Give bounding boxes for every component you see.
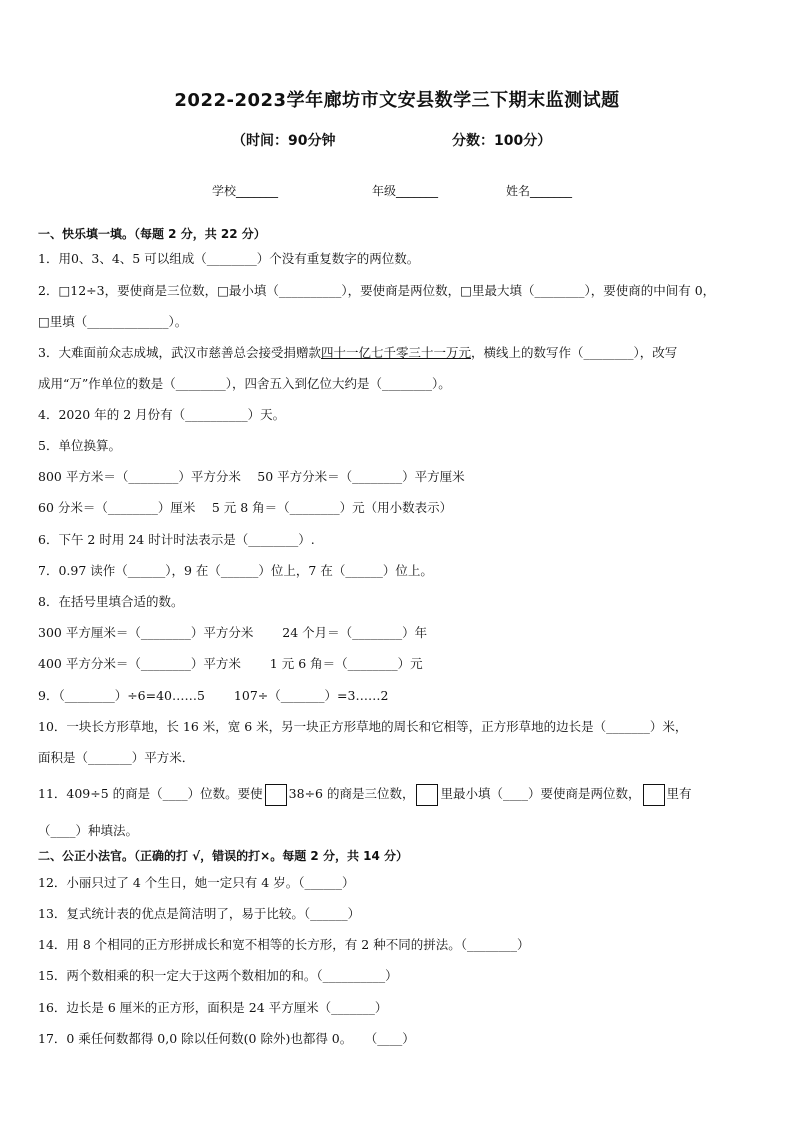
question-11-line-1 [38,783,692,806]
exam-meta [0,130,794,150]
blank-box[interactable] [265,784,287,806]
total-score: 分数：100分） [452,133,552,149]
question-11-part-4: 里有 [666,786,692,801]
question-11-part-3: 里最小填（____）要使商是两位数， [440,786,641,801]
question-16: 16．边长是 6 厘米的正方形，面积是 24 平方厘米（_______） [38,1000,388,1015]
grade-field[interactable]: 年级_______ [372,184,439,198]
question-14: 14．用 8 个相同的正方形拼成长和宽不相等的长方形，有 2 种不同的拼法。（________） [38,937,530,952]
blank-box[interactable] [416,784,438,806]
question-13: 13．复式统计表的优点是简洁明了，易于比较。（______） [38,906,361,921]
question-3-line-1 [38,344,677,362]
question-8a: 300 平方厘米＝（________）平方分米 24 个月＝（________）年 [38,625,428,640]
question-11-part-2: 38÷6 的商是三位数， [288,786,415,801]
question-7: 7．0.97 读作（______），9 在（______）位上，7 在（______）位上。 [38,563,433,578]
time-limit: （时间：90分钟 [232,133,336,149]
question-3-text-end: ，横线上的数写作（________），改写 [470,345,678,360]
question-3-text: 3．大难面前众志成城，武汉市慈善总会接受捐赠款 [38,345,321,360]
question-9: 9．（________）÷6=40……5 107÷（_______）=3……2 [38,688,389,703]
question-12: 12．小丽只过了 4 个生日，她一定只有 4 岁。（______） [38,875,355,890]
question-5a: 800 平方米＝（________）平方分米 50 平方分米＝（________）平方厘米 [38,469,465,484]
question-2-line-2: □里填（_____________）。 [38,314,188,329]
page-title: 2022-2023学年廊坊市文安县数学三下期末监测试题 [174,90,620,111]
question-3-line-2: 成用“万”作单位的数是（________），四舍五入到亿位大约是（________）。 [38,376,451,391]
question-5b: 60 分米＝（________）厘米 5 元 8 角＝（________）元（用小数表示） [38,500,453,515]
question-5: 5．单位换算。 [38,438,121,453]
question-1: 1．用0、3、4、5 可以组成（________）个没有重复数字的两位数。 [38,251,420,266]
question-8: 8．在括号里填合适的数。 [38,594,184,609]
question-17: 17．0 乘任何数都得 0,0 除以任何数(0 除外)也都得 0。 （____） [38,1031,415,1046]
name-field[interactable]: 姓名_______ [506,184,573,198]
section-1-heading: 一、快乐填一填。（每题 2 分，共 22 分） [38,227,266,241]
blank-box[interactable] [643,784,665,806]
question-15: 15．两个数相乘的积一定大于这两个数相加的和。（__________） [38,968,398,983]
underlined-amount: 四十一亿七千零三十一万元 [320,345,471,360]
question-10-line-2: 面积是（_______）平方米． [38,750,195,765]
question-2-line-1: 2．□12÷3，要使商是三位数，□最小填（__________），要使商是两位数，□里最大填（________），要使商的中间有 0， [38,283,716,298]
question-4: 4．2020 年的 2 月份有（__________）天。 [38,407,286,422]
section-2-heading: 二、公正小法官。（正确的打 √，错误的打×。每题 2 分，共 14 分） [38,849,408,863]
question-6: 6．下午 2 时用 24 时计时法表示是（________）. [38,532,315,547]
question-11-part-1: 11．409÷5 的商是（____）位数。要使 [38,786,263,801]
question-11-line-2: （____）种填法。 [38,823,139,838]
school-field[interactable]: 学校_______ [212,184,279,198]
question-10-line-1: 10．一块长方形草地，长 16 米，宽 6 米，另一块正方形草地的周长和它相等，正方形草地的边长是（_______）米， [38,719,688,734]
question-8b: 400 平方分米＝（________）平方米 1 元 6 角＝（________）元 [38,656,423,671]
student-info [0,182,794,200]
